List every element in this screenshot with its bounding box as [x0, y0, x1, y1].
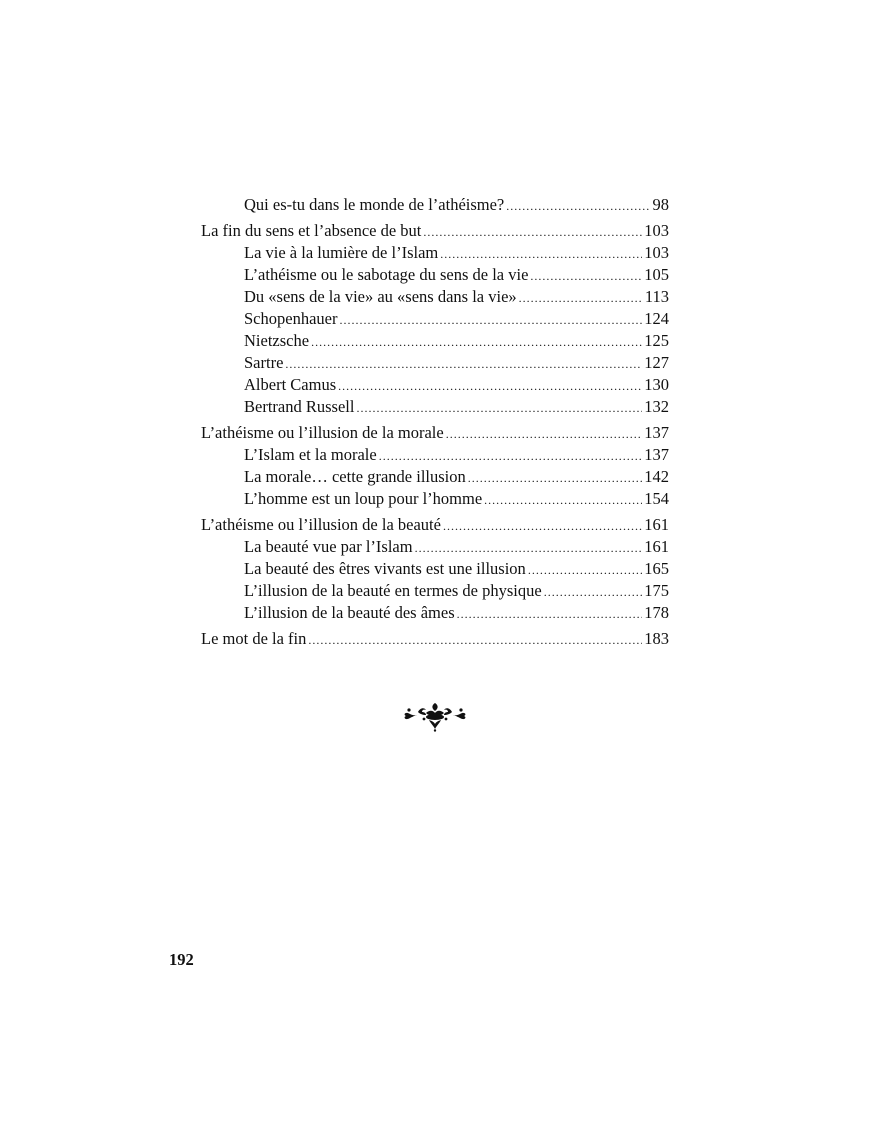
toc-dot-leader — [519, 287, 643, 309]
toc-entry-page: 132 — [644, 397, 669, 416]
toc-entry-title: La vie à la lumière de l’Islam — [244, 243, 439, 262]
toc-section-entry — [201, 330, 669, 352]
toc-entry-page: 161 — [644, 537, 669, 556]
toc-dot-leader — [468, 467, 642, 489]
toc-section-entry — [201, 264, 669, 286]
toc-entry-title: L’illusion de la beauté en termes de physique — [244, 581, 542, 600]
toc-entry-title: Sartre — [244, 353, 284, 372]
toc-dot-leader — [544, 581, 643, 603]
toc-dot-leader — [443, 515, 642, 537]
toc-section-entry — [201, 580, 669, 602]
toc-entry-title: La beauté vue par l’Islam — [244, 537, 413, 556]
toc-entry-page: 124 — [644, 309, 669, 328]
toc-entry-page: 130 — [644, 375, 669, 394]
toc-entry-title: La beauté des êtres vivants est une illusion — [244, 559, 526, 578]
toc-dot-leader — [530, 265, 642, 287]
toc-entry-page: 142 — [644, 467, 669, 486]
toc-entry-title: L’athéisme ou l’illusion de la morale — [201, 423, 444, 442]
toc-entry-title: Qui es-tu dans le monde de l’athéisme? — [244, 195, 505, 214]
toc-entry-title: Nietzsche — [244, 331, 310, 350]
toc-entry-page: 137 — [644, 445, 669, 464]
toc-dot-leader — [338, 375, 642, 397]
toc-dot-leader — [506, 195, 650, 217]
toc-entry-page: 178 — [644, 603, 669, 622]
toc-entry-title: Du «sens de la vie» au «sens dans la vie» — [244, 287, 517, 306]
toc-dot-leader — [415, 537, 643, 559]
toc-entry-page: 161 — [644, 515, 669, 534]
toc-entry-page: 113 — [644, 287, 669, 306]
toc-section-entry — [201, 194, 669, 216]
toc-entry-page: 137 — [644, 423, 669, 442]
toc-entry-title: Bertrand Russell — [244, 397, 355, 416]
toc-section-entry — [201, 374, 669, 396]
toc-section-entry — [201, 308, 669, 330]
toc-section-entry — [201, 286, 669, 308]
toc-entry-title: L’Islam et la morale — [244, 445, 377, 464]
toc-dot-leader — [423, 221, 642, 243]
toc-section-entry — [201, 242, 669, 264]
toc-dot-leader — [311, 331, 642, 353]
toc-dot-leader — [339, 309, 642, 331]
toc-entry-title: La morale… cette grande illusion — [244, 467, 466, 486]
toc-dot-leader — [379, 445, 643, 467]
toc-entry-page: 127 — [644, 353, 669, 372]
toc-dot-leader — [308, 629, 642, 651]
toc-chapter-entry — [201, 514, 669, 536]
toc-dot-leader — [285, 353, 642, 375]
toc-entry-page: 105 — [644, 265, 669, 284]
toc-dot-leader — [440, 243, 642, 265]
toc-section-entry — [201, 466, 669, 488]
toc-section-entry — [201, 558, 669, 580]
toc-chapter-entry — [201, 422, 669, 444]
toc-dot-leader — [356, 397, 642, 419]
toc-chapter-entry — [201, 628, 669, 650]
toc-section-entry — [201, 444, 669, 466]
toc-section-entry — [201, 396, 669, 418]
toc-entry-title: Le mot de la fin — [201, 629, 307, 648]
toc-entry-title: La fin du sens et l’absence de but — [201, 221, 422, 240]
toc-entry-title: Albert Camus — [244, 375, 337, 394]
toc-chapter-entry — [201, 220, 669, 242]
toc-entry-title: Schopenhauer — [244, 309, 338, 328]
page-number: 192 — [169, 950, 194, 969]
toc-entry-page: 154 — [644, 489, 669, 508]
toc-dot-leader — [457, 603, 643, 625]
toc-entry-title: L’athéisme ou l’illusion de la beauté — [201, 515, 441, 534]
toc-dot-leader — [528, 559, 642, 581]
toc-entry-page: 165 — [644, 559, 669, 578]
toc-entry-page: 103 — [644, 221, 669, 240]
toc-dot-leader — [446, 423, 643, 445]
toc-section-entry — [201, 602, 669, 624]
toc-dot-leader — [484, 489, 642, 511]
toc-entry-page: 98 — [652, 195, 669, 214]
toc-entry-page: 103 — [644, 243, 669, 262]
toc-entry-page: 183 — [644, 629, 669, 648]
toc-entry-title: L’illusion de la beauté des âmes — [244, 603, 455, 622]
toc-section-entry — [201, 488, 669, 510]
toc-section-entry — [201, 352, 669, 374]
toc-entry-title: L’homme est un loup pour l’homme — [244, 489, 483, 508]
toc-entry-page: 125 — [644, 331, 669, 350]
table-of-contents — [201, 194, 669, 650]
toc-section-entry — [201, 536, 669, 558]
floral-ornament-icon — [402, 700, 468, 732]
toc-entry-page: 175 — [644, 581, 669, 600]
toc-entry-title: L’athéisme ou le sabotage du sens de la vie — [244, 265, 529, 284]
